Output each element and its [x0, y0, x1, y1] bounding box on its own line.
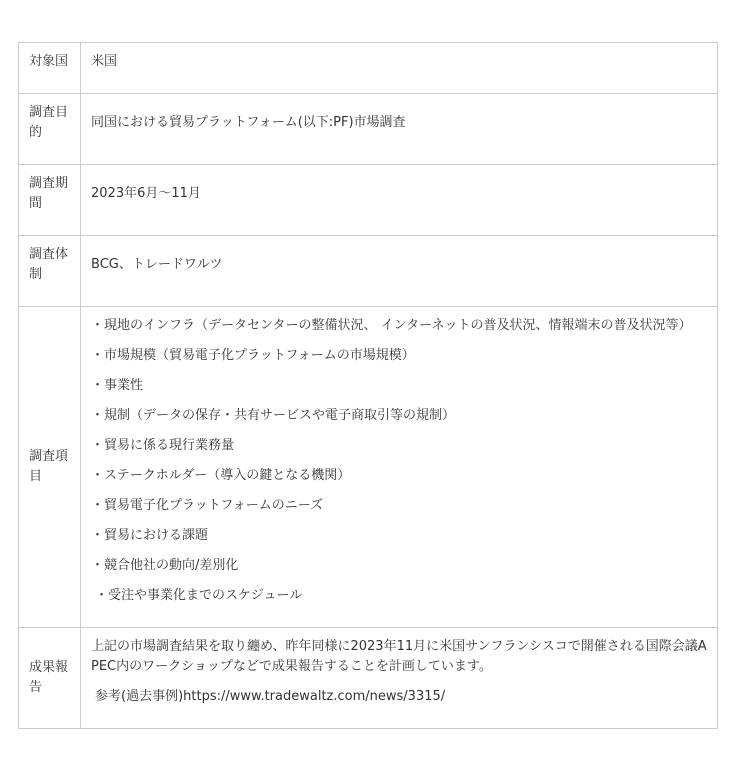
- team-value: BCG、トレードワルツ: [91, 257, 223, 272]
- value-cell: [81, 307, 718, 628]
- reference-link[interactable]: 参考(過去事例)https://www.tradewaltz.com/news/3315/: [95, 689, 446, 704]
- label-cell: [19, 307, 81, 628]
- value-cell: [81, 165, 718, 236]
- list-item: ・競合他社の動向/差別化: [91, 558, 239, 573]
- list-item: ・規制（データの保存・共有サービスや電子商取引等の規制）: [91, 408, 456, 423]
- table-row-country: [19, 43, 718, 94]
- list-item: ・貿易における課題: [91, 528, 209, 543]
- country-value: 米国: [91, 54, 118, 69]
- list-item: ・市場規模（貿易電子化プラットフォームの市場規模）: [91, 348, 415, 363]
- report-label: 成果報告: [29, 660, 69, 695]
- survey-items-list: [81, 307, 717, 606]
- table-row-period: [19, 165, 718, 236]
- list-item: ・貿易電子化プラットフォームのニーズ: [91, 498, 324, 513]
- table-row-team: [19, 236, 718, 307]
- label-cell: [19, 236, 81, 307]
- label-cell: [19, 43, 81, 94]
- value-cell: [81, 236, 718, 307]
- list-item: ・現地のインフラ（データセンターの整備状況、 インターネットの普及状況、情報端末の普及状況等）: [91, 318, 692, 333]
- purpose-label: 調査目的: [29, 105, 69, 140]
- country-label: 対象国: [29, 54, 69, 69]
- list-item: ・貿易に係る現行業務量: [91, 438, 235, 453]
- team-label: 調査体制: [29, 247, 69, 282]
- table-row-report: [19, 628, 718, 729]
- table-row-items: [19, 307, 718, 628]
- period-value: 2023年6月～11月: [91, 186, 201, 201]
- survey-info-table: [18, 42, 718, 729]
- purpose-value: 同国における貿易プラットフォーム(以下:PF)市場調査: [91, 115, 406, 130]
- table-row-purpose: [19, 94, 718, 165]
- label-cell: [19, 165, 81, 236]
- label-cell: [19, 94, 81, 165]
- value-cell: [81, 628, 718, 729]
- value-cell: [81, 43, 718, 94]
- report-body-text: 上記の市場調査結果を取り纏め、昨年同様に2023年11月に米国サンフランシスコで開催される国際会議APEC内のワークショップなどで成果報告することを計画しています。: [91, 639, 707, 674]
- label-cell: [19, 628, 81, 729]
- period-label: 調査期間: [29, 176, 69, 211]
- list-item: ・ステークホルダー（導入の鍵となる機関）: [91, 468, 351, 483]
- list-item: ・事業性: [91, 378, 144, 393]
- value-cell: [81, 94, 718, 165]
- items-label: 調査項目: [29, 449, 69, 484]
- list-item: ・受注や事業化までのスケジュール: [95, 588, 303, 603]
